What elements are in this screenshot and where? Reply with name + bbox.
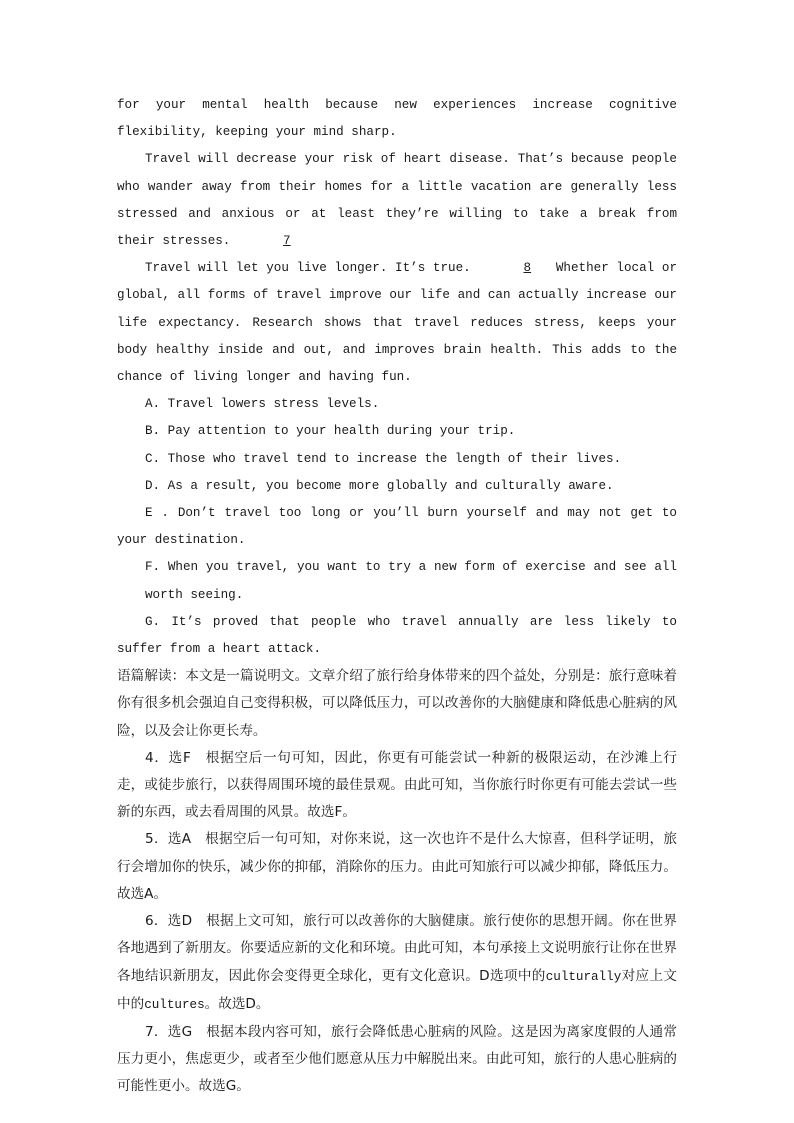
answer-4: 4．选F 根据空后一句可知，因此，你更有可能尝试一种新的极限运动，在沙滩上行走，或徒步旅行，以获得周围环境的最佳景观。由此可知，当你旅行时你更有可能去尝试一些新的东西，或去看周围的风景。故选F。	[117, 749, 677, 821]
option-g: G. It’s proved that people who travel annually are less likely to suffer from a heart attack.	[117, 614, 677, 657]
paragraph-rest: Whether local or global, all forms of travel improve our life and can actually increase our life expectancy. Research shows that travel reduces stress, keeps your body healthy inside and out, and improves brain health. This adds to the chance of living longer and having fun.	[117, 261, 677, 385]
option-c: C. Those who travel tend to increase the length of their lives.	[145, 451, 622, 466]
document-page	[117, 92, 677, 1101]
answer-6-text-end: 。故选D。	[204, 995, 270, 1012]
blank-7	[238, 228, 308, 255]
option-b: B. Pay attention to your health during your trip.	[145, 424, 516, 439]
option-d: D. As a result, you become more globally and culturally aware.	[145, 478, 614, 493]
answer-6-word-cultures: cultures	[144, 997, 205, 1012]
answer-6	[117, 908, 677, 1019]
analysis-intro: 语篇解读：本文是一篇说明文。文章介绍了旅行给身体带来的四个益处，分别是：旅行意味着你有很多机会强迫自己变得积极，可以降低压力，可以改善你的大脑健康和降低患心脏病的风险，以及会让你更长寿。	[117, 668, 677, 739]
answer-6-text-mid: 对应上文中的	[117, 967, 678, 1012]
passage-paragraph-continued: for your mental health because new experiences increase cognitive flexibility, keeping your mind sharp.	[117, 98, 677, 140]
blank-8	[478, 255, 548, 282]
answer-5: 5．选A 根据空后一句可知，对你来说，这一次也许不是什么大惊喜，但科学证明，旅行会增加你的快乐，减少你的抑郁，消除你的压力。由此可知旅行可以减少抑郁，降低压力。故选A。	[117, 831, 677, 902]
answer-6-text: 6．选D 根据上文可知，旅行可以改善你的大脑健康。旅行使你的思想开阔。你在世界各地遇到了新朋友。你要适应新的文化和环境。由此可知，本句承接上文说明旅行让你在世界各地结识新朋友，因此你会变得更全球化，更有文化意识。D选项中的	[117, 913, 677, 984]
blank-number: 7	[283, 234, 291, 249]
blank-number: 8	[523, 261, 532, 276]
passage-paragraph-longer	[117, 255, 677, 391]
option-e: E . Don’t travel too long or you’ll burn yourself and may not get to your destination.	[117, 506, 677, 548]
option-f: F. When you travel, you want to try a new form of exercise and see all worth seeing.	[145, 560, 677, 602]
option-a: A. Travel lowers stress levels.	[145, 397, 380, 412]
paragraph-lead: Travel will let you live longer. It’s true.	[145, 261, 479, 276]
passage-paragraph-heart	[117, 146, 677, 255]
paragraph-text: Travel will decrease your risk of heart disease. That’s because people who wander away from their homes for a little vacation are generally less stressed and anxious or at least they’re willing to take a break from their stresses.	[117, 152, 677, 249]
answer-6-word-culturally: culturally	[545, 969, 622, 984]
answer-7: 7．选G 根据本段内容可知，旅行会降低患心脏病的风险。这是因为离家度假的人通常压力更小，焦虑更少，或者至少他们愿意从压力中解脱出来。由此可知，旅行的人患心脏病的可能性更小。故选G。	[117, 1023, 677, 1095]
